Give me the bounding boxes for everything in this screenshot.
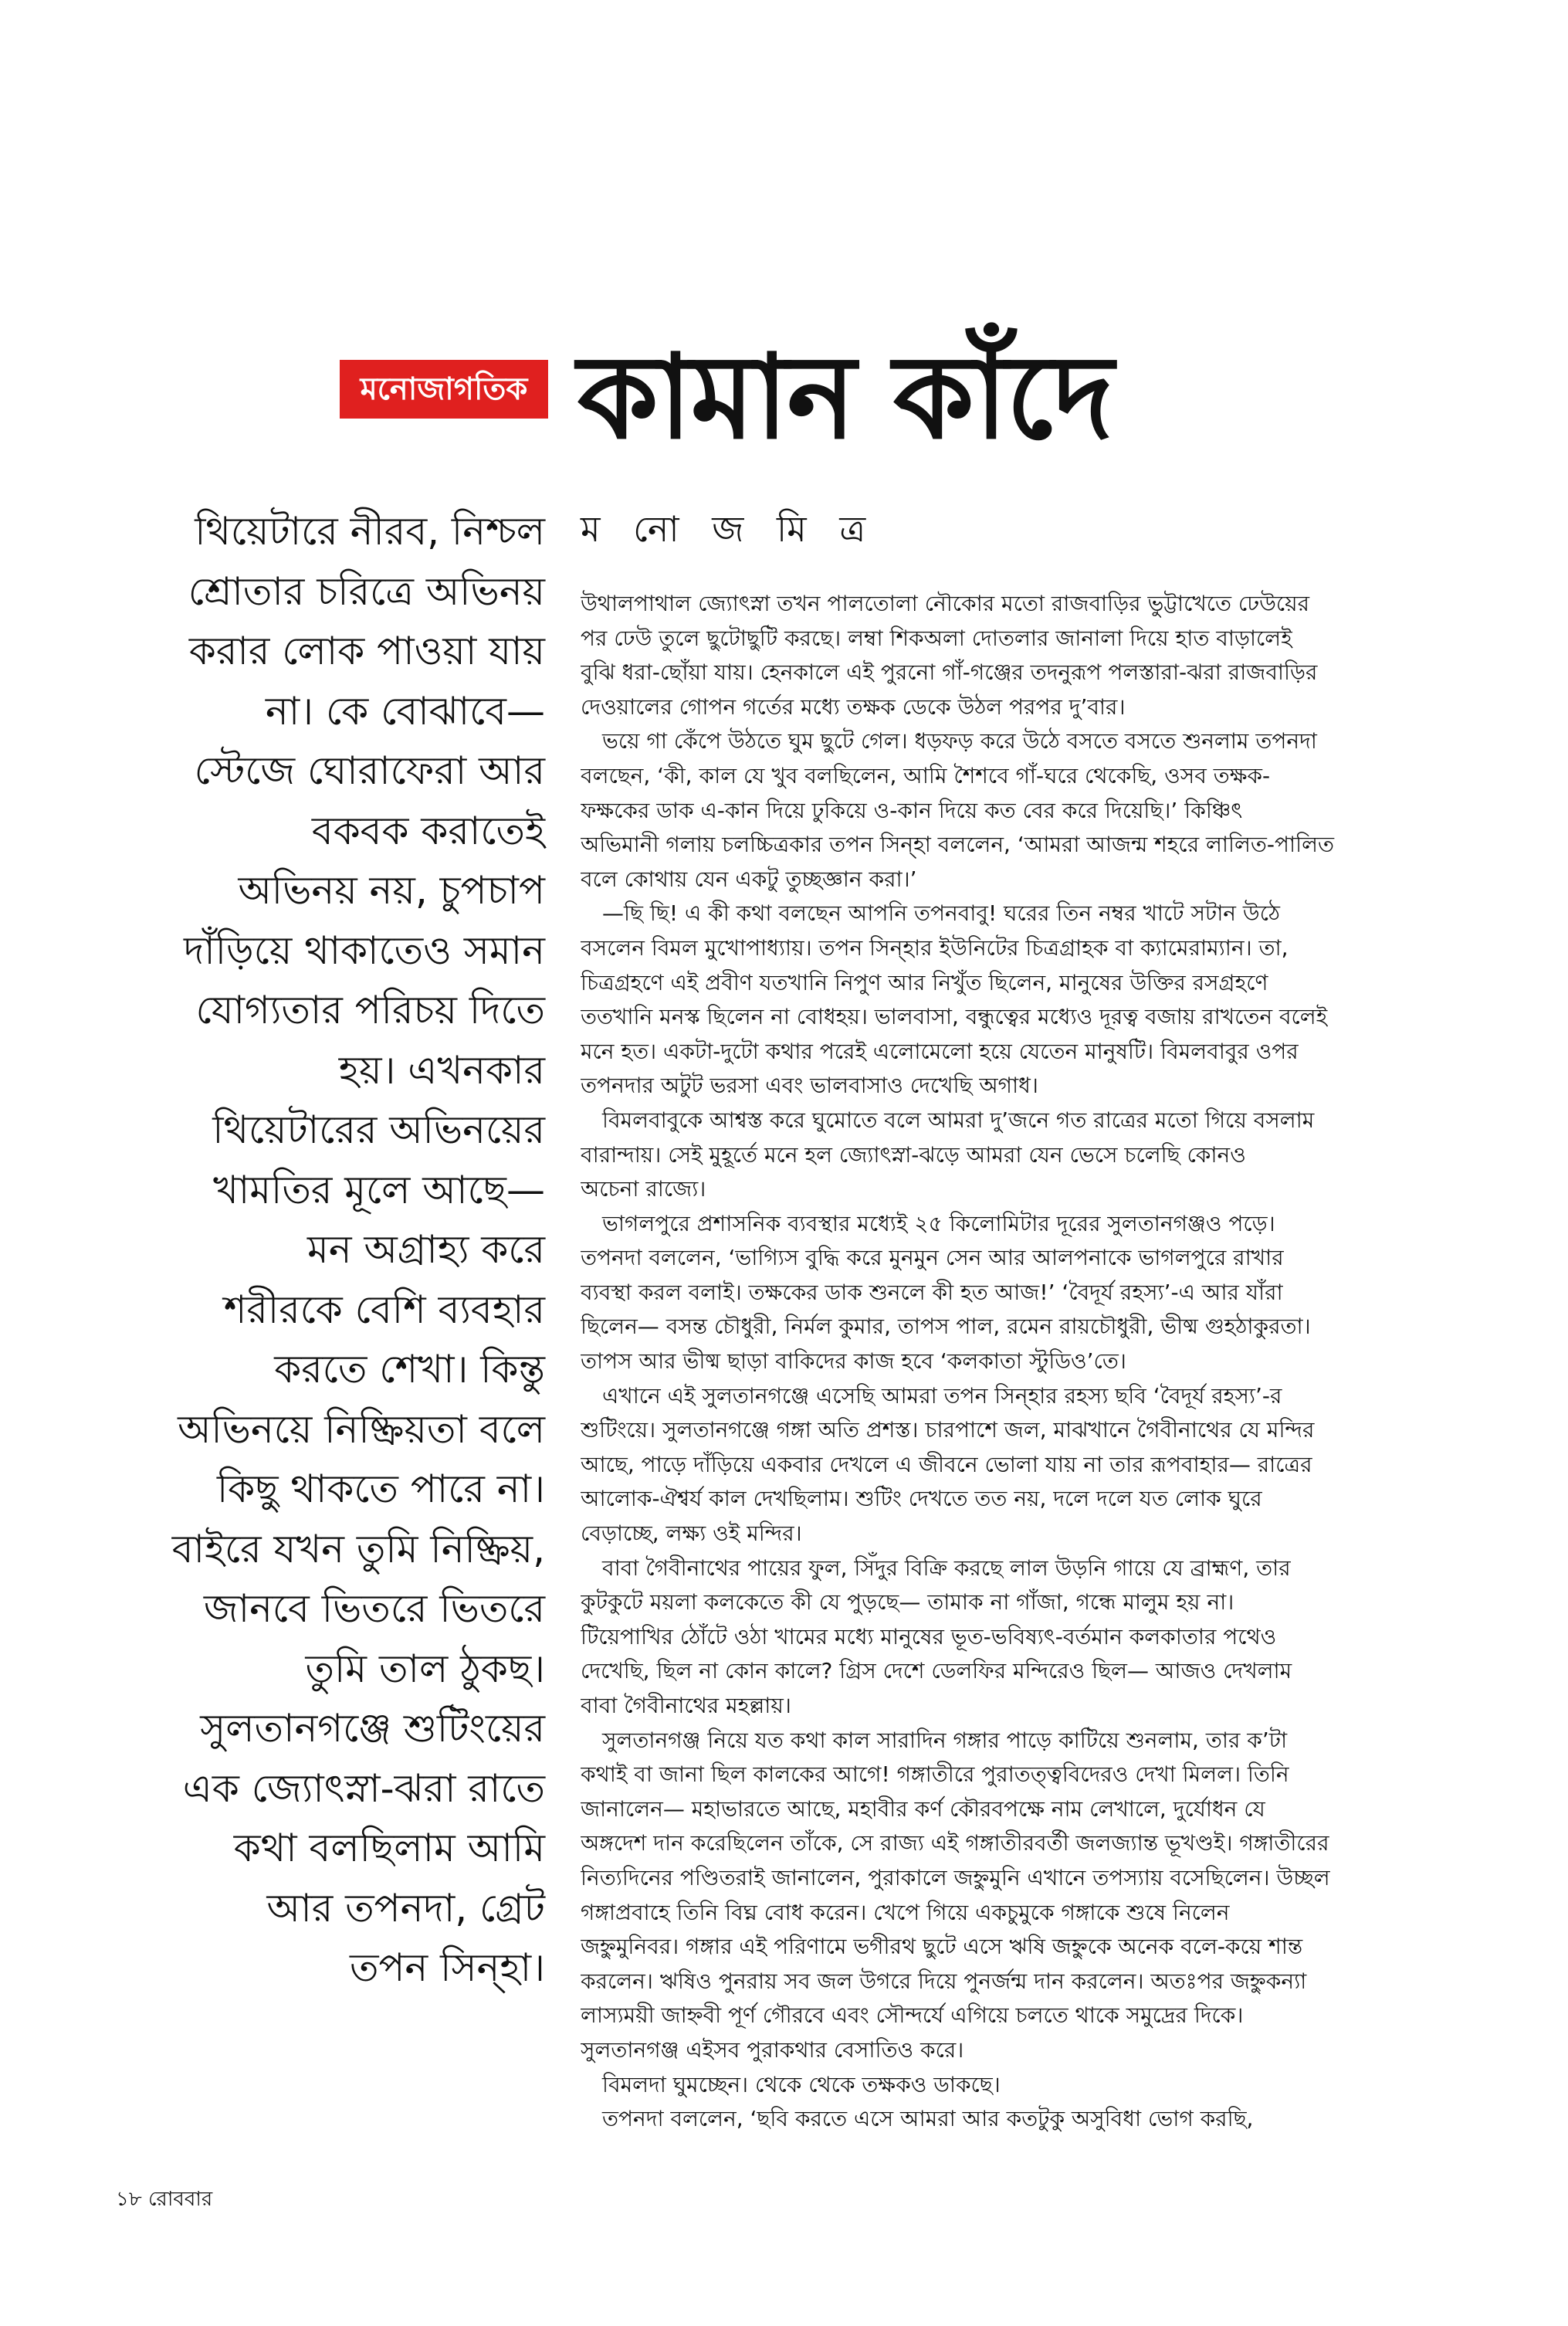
body-line: গঙ্গাপ্রবাহে তিনি বিঘ্ন বোধ করেন। খেপে গিয়ে একচুমুকে গঙ্গাকে শুষে নিলেন <box>581 1899 1230 1925</box>
pullquote-line: কিছু থাকতে পারে না। <box>217 1466 545 1511</box>
body-line: তপনদা বললেন, ‘ভাগ্যিস বুদ্ধি করে মুনমুন সেন আর আলপনাকে ভাগলপুরে রাখার <box>581 1245 1284 1271</box>
pullquote-line: অভিনয়ে নিষ্ক্রিয়তা বলে <box>178 1406 545 1452</box>
pullquote-line: করার লোক পাওয়া যায় <box>188 629 545 673</box>
pullquote-line: যোগ্যতার পরিচয় দিতে <box>195 988 545 1032</box>
pullquote-line: না। কে বোঝাবে— <box>265 688 545 734</box>
body-line: পর ঢেউ তুলে ছুটোছুটি করছে। লম্বা শিকঅলা দোতলার জানালা দিয়ে হাত বাড়ালেই <box>581 625 1292 651</box>
body-line: আছে, পাড়ে দাঁড়িয়ে একবার দেখলে এ জীবনে ভোলা যায় না তার রূপবাহার— রাত্রের <box>581 1451 1312 1477</box>
pullquote-line: করতে শেখা। কিন্তু <box>274 1347 545 1392</box>
section-tag: মনোজাগতিক <box>340 360 548 419</box>
body-line: —ছি ছি! এ কী কথা বলছেন আপনি তপনবাবু! ঘরের তিন নম্বর খাটে সটান উঠে <box>602 900 1280 927</box>
body-line: বসলেন বিমল মুখোপাধ্যায়। তপন সিন্‌হার ইউনিটের চিত্রগ্রাহক বা ক্যামেরাম্যান। তা, <box>581 934 1289 961</box>
body-line: তপনদা বললেন, ‘ছবি করতে এসে আমরা আর কতটুকু অসুবিধা ভোগ করছি, <box>602 2106 1254 2132</box>
pullquote-line: খামতির মূলে আছে— <box>212 1167 545 1212</box>
pullquote-line: স্টেজে ঘোরাফেরা আর <box>194 748 545 793</box>
pullquote-line: থিয়েটারের অভিনয়ের <box>212 1107 545 1152</box>
body-line: উথালপাথাল জ্যোৎস্না তখন পালতোলা নৌকোর মতো রাজবাড়ির ভুট্টাখেতে ঢেউয়ের <box>581 591 1310 616</box>
pullquote-line: আর তপনদা, গ্রেট <box>266 1885 545 1931</box>
body-line: আলোক-ঐশ্বর্য কাল দেখছিলাম। শুটিং দেখতে তত নয়, দলে দলে যত লোক ঘুরে <box>581 1486 1262 1512</box>
body-line: ততখানি মনস্ক ছিলেন না বোধহয়। ভালবাসা, বন্ধুত্বের মধ্যেও দূরত্ব বজায় রাখতেন বলেই <box>581 1004 1328 1030</box>
body-line: বাবা গৈবীনাথের মহল্লায়। <box>581 1693 791 1718</box>
body-line: বিমলদা ঘুমচ্ছেন। থেকে থেকে তক্ষকও ডাকছে। <box>602 2071 1001 2097</box>
pullquote-line: অভিনয় নয়, চুপচাপ <box>238 868 545 913</box>
body-line: নিত্যদিনের পণ্ডিতরাই জানালেন, পুরাকালে জহ্নুমুনি এখানে তপস্যায় বসেছিলেন। উচ্ছল <box>581 1864 1330 1890</box>
body-line: লাস্যময়ী জাহ্নবী পূর্ণ গৌরবে এবং সৌন্দর্যে এগিয়ে চলতে থাকে সমুদ্রের দিকে। <box>581 2002 1244 2029</box>
pullquote-line: কথা বলছিলাম আমি <box>233 1826 545 1870</box>
body-line: সুলতানগঞ্জ নিয়ে যত কথা কাল সারাদিন গঙ্গার পাড়ে কাটিয়ে শুনলাম, তার ক’টা <box>602 1727 1288 1753</box>
body-line: কথাই বা জানা ছিল কালকের আগে! গঙ্গাতীরে পুরাতত্ত্ববিদেরও দেখা মিলল। তিনি <box>581 1761 1289 1788</box>
body-line: শুটিংয়ে। সুলতানগঞ্জে গঙ্গা অতি প্রশস্ত। চারপাশে জল, মাঝখানে গৈবীনাথের যে মন্দির <box>581 1417 1315 1443</box>
body-line: ভাগলপুরে প্রশাসনিক ব্যবস্থার মধ্যেই ২৫ কিলোমিটার দূরের সুলতানগঞ্জও পড়ে। <box>602 1210 1275 1236</box>
body-line: বলছেন, ‘কী, কাল যে খুব বলছিলেন, আমি শৈশবে গাঁ-ঘরে থেকেছি, ওসব তক্ষক- <box>581 762 1271 788</box>
pullquote-line: তুমি তাল ঠুকছ। <box>305 1646 545 1691</box>
pullquote-line: বকবক করাতেই <box>311 808 545 853</box>
body-line: তাপস আর ভীষ্ম ছাড়া বাকিদের কাজ হবে ‘কলকাতা স্টুডিও’তে। <box>581 1348 1126 1375</box>
pullquote-line: জানবে ভিতরে ভিতরে <box>203 1586 545 1631</box>
body-line: দেখেছি, ছিল না কোন কালে? গ্রিস দেশে ডেলফির মন্দিরেও ছিল— আজও দেখলাম <box>581 1658 1292 1684</box>
body-line: ব্যবস্থা করল বলাই। তক্ষকের ডাক শুনলে কী হত আজ!’ ‘বৈদূর্য রহস্য’-এ আর যাঁরা <box>581 1279 1283 1305</box>
body-line: মনে হত। একটা-দুটো কথার পরেই এলোমেলো হয়ে যেতেন মানুষটি। বিমলবাবুর ওপর <box>581 1038 1299 1064</box>
body-line: অঙ্গদেশ দান করেছিলেন তাঁকে, সে রাজ্য এই গঙ্গাতীরবর্তী জলজ্যান্ত ভূখণ্ডই। গঙ্গাতীরের <box>581 1830 1329 1856</box>
body-line: অভিমানী গলায় চলচ্চিত্রকার তপন সিন্‌হা বললেন, ‘আমরা আজন্ম শহরে লালিত-পালিত <box>581 832 1334 858</box>
pullquote-line: থিয়েটারে নীরব, নিশ্চল <box>195 509 545 554</box>
pullquote-line: মন অগ্রাহ্য করে <box>307 1227 545 1272</box>
pullquote-line: দাঁড়িয়ে থাকাতেও সমান <box>183 927 545 973</box>
body-line: বলে কোথায় যেন একটু তুচ্ছজ্ঞান করা।’ <box>581 866 917 892</box>
body-line: বেড়াচ্ছে, লক্ষ্য ওই মন্দির। <box>581 1521 802 1547</box>
pullquote-line: সুলতানগঞ্জে শুটিংয়ের <box>200 1706 545 1751</box>
body-line: ছিলেন— বসন্ত চৌধুরী, নির্মল কুমার, তাপস পাল, রমেন রায়চৌধুরী, ভীষ্ম গুহঠাকুরতা। <box>581 1314 1311 1340</box>
pullquote-line: শরীরকে বেশি ব্যবহার <box>223 1287 545 1332</box>
body-line: বাবা গৈবীনাথের পায়ের ফুল, সিঁদুর বিক্রি করছে লাল উড়নি গায়ে যে ব্রাহ্মণ, তার <box>602 1555 1291 1581</box>
article-body <box>581 587 1438 2137</box>
page-footer: ১৮ রোববার <box>116 2188 213 2211</box>
body-line: দেওয়ালের গোপন গর্তের মধ্যে তক্ষক ডেকে উঠল পরপর দু’বার। <box>581 693 1126 720</box>
pullquote-line: তপন সিন্‌হা। <box>349 1945 545 1990</box>
pullquote-line: বাইরে যখন তুমি নিষ্ক্রিয়, <box>171 1526 545 1572</box>
body-line: চিত্রগ্রহণে এই প্রবীণ যতখানি নিপুণ আর নিখুঁত ছিলেন, মানুষের উক্তির রসগ্রহণে <box>581 969 1268 995</box>
body-line: বারান্দায়। সেই মুহূর্তে মনে হল জ্যোৎস্না-ঝড়ে আমরা যেন ভেসে চলেছি কোনও <box>581 1141 1246 1168</box>
headline: কামান কাঁদে <box>577 331 1113 465</box>
body-line: এখানে এই সুলতানগঞ্জে এসেছি আমরা তপন সিন্‌হার রহস্য ছবি ‘বৈদূর্য রহস্য’-র <box>602 1382 1282 1409</box>
body-line: বিমলবাবুকে আশ্বস্ত করে ঘুমোতে বলে আমরা দু’জনে গত রাত্রের মতো গিয়ে বসলাম <box>602 1107 1315 1133</box>
pullquote-line: শ্রোতার চরিত্রে অভিনয় <box>188 568 545 614</box>
pullquote <box>116 502 545 1999</box>
pullquote-line: হয়। এখনকার <box>338 1047 545 1093</box>
body-line: অচেনা রাজ্যে। <box>581 1176 706 1202</box>
body-line: বুঝি ধরা-ছোঁয়া যায়। হেনকালে এই পুরনো গাঁ-গঞ্জের তদনুরূপ পলস্তারা-ঝরা রাজবাড়ির <box>581 659 1318 686</box>
body-line: সুলতানগঞ্জ এইসব পুরাকথার বেসাতিও করে। <box>581 2036 964 2063</box>
body-line: করলেন। ঋষিও পুনরায় সব জল উগরে দিয়ে পুনর্জন্ম দান করলেন। অতঃপর জহ্নুকন্যা <box>581 1968 1307 1994</box>
pullquote-line: এক জ্যোৎস্না-ঝরা রাতে <box>182 1765 545 1811</box>
body-line: কুটকুটে ময়লা কলকেতে কী যে পুড়ছে— তামাক না গাঁজা, গন্ধে মালুম হয় না। <box>581 1589 1234 1616</box>
byline: ম নো জ মি ত্র <box>581 508 877 550</box>
body-line: তপনদার অটুট ভরসা এবং ভালবাসাও দেখেছি অগাধ। <box>581 1073 1038 1099</box>
body-line: জানালেন— মহাভারতে আছে, মহাবীর কর্ণ কৌরবপক্ষে নাম লেখালে, দুর্যোধন যে <box>581 1795 1265 1822</box>
body-line: টিয়েপাখির ঠোঁটে ওঠা খামের মধ্যে মানুষের ভূত-ভবিষ্যৎ-বর্তমান কলকাতার পথেও <box>581 1623 1277 1650</box>
body-line: জহ্নুমুনিবর। গঙ্গার এই পরিণামে ভগীরথ ছুটে এসে ঋষি জহ্নুকে অনেক বলে-কয়ে শান্ত <box>581 1934 1303 1960</box>
body-line: ভয়ে গা কেঁপে উঠতে ঘুম ছুটে গেল। ধড়ফড় করে উঠে বসতে বসতে শুনলাম তপনদা <box>602 728 1317 754</box>
body-line: ফক্ষকের ডাক এ-কান দিয়ে ঢুকিয়ে ও-কান দিয়ে কত বের করে দিয়েছি।’ কিঞ্চিৎ <box>581 797 1243 823</box>
